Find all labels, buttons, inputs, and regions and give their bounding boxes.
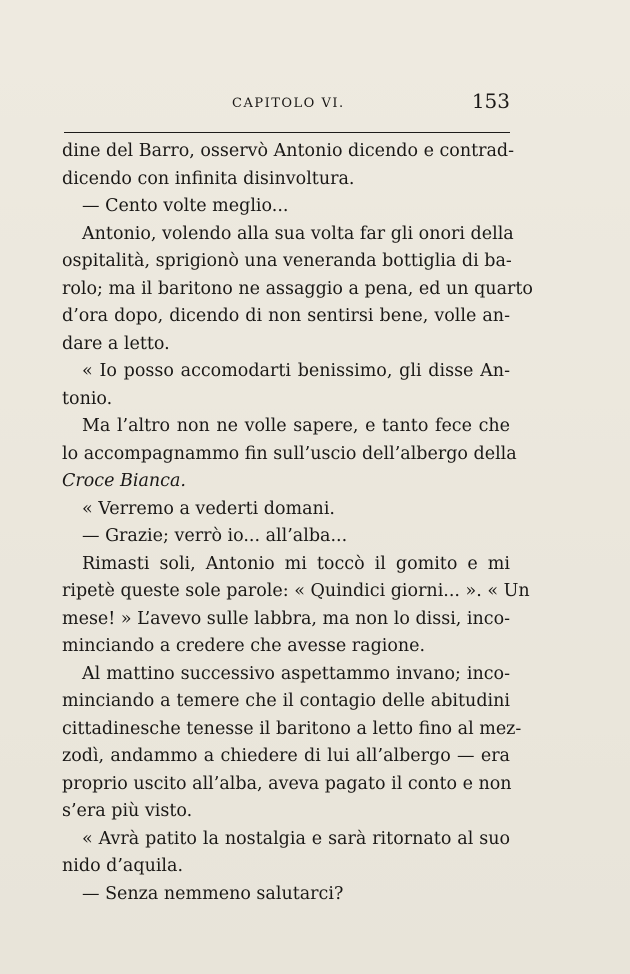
header-rule <box>64 132 510 133</box>
text-line: minciando a credere che avesse ragione. <box>62 636 426 656</box>
text-line: nido d’aquila. <box>62 856 184 876</box>
text-line: « Avrà patito la nostalgia e sarà ritornato al suo <box>82 828 510 849</box>
body-text <box>62 138 533 908</box>
text-line: « Verremo a vederti domani. <box>82 498 335 519</box>
text-line: minciando a temere che il contagio delle abitudini <box>62 691 510 711</box>
text-line: proprio uscito all’alba, aveva pagato il conto e non <box>62 773 512 794</box>
page-number: 153 <box>471 89 510 113</box>
text-line: ripetè queste sole parole: « Quindici giorni... ». « Un <box>62 581 530 601</box>
text-line: Rimasti soli, Antonio mi toccò il gomito e mi <box>82 553 510 574</box>
chapter-title: CAPITOLO VI. <box>232 96 345 111</box>
text-line: zodì, andammo a chiedere di lui all’albergo — era <box>62 746 510 766</box>
text-line: dicendo con infinita disinvoltura. <box>62 168 355 189</box>
text-line: Ma l’altro non ne volle sapere, e tanto fece che <box>82 416 510 436</box>
text-line: mese! » L’avevo sulle labbra, ma non lo dissi, inco- <box>62 608 511 629</box>
text-line: s’era più visto. <box>62 801 193 821</box>
text-line: Croce Bianca. <box>62 471 186 491</box>
text-line: Antonio, volendo alla sua volta far gli onori della <box>82 223 514 244</box>
text-line: dine del Barro, osservò Antonio dicendo e contrad- <box>62 141 515 161</box>
text-line: lo accompagnammo fin sull’uscio dell’albergo della <box>62 443 517 464</box>
text-line: — Cento volte meglio... <box>82 196 289 216</box>
text-line: ospitalità, sprigionò una veneranda bottiglia di ba- <box>62 251 512 271</box>
text-line: rolo; ma il baritono ne assaggio a pena, ed un quarto <box>62 278 533 299</box>
text-line: dare a letto. <box>62 333 170 354</box>
running-header <box>62 86 510 120</box>
text-line: Al mattino successivo aspettammo invano; inco- <box>82 663 510 684</box>
text-line: cittadinesche tenesse il baritono a letto fino al mez- <box>62 718 522 739</box>
text-line: tonio. <box>62 388 113 409</box>
text-line: « Io posso accomodarti benissimo, gli disse An- <box>82 361 510 381</box>
text-line: — Grazie; verrò io... all’alba... <box>82 526 348 546</box>
text-line: — Senza nemmeno salutarci? <box>82 883 344 904</box>
text-line: d’ora dopo, dicendo di non sentirsi bene, volle an- <box>62 306 510 326</box>
